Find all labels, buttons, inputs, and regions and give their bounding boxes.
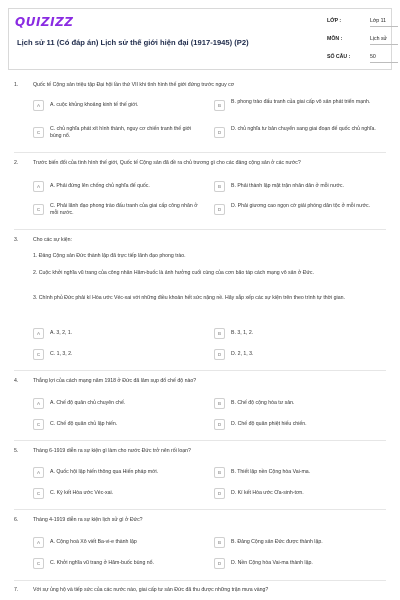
question-number: 7.: [14, 587, 19, 593]
question-divider: [14, 440, 386, 441]
option-letter: B: [214, 181, 225, 192]
q5-option-d[interactable]: [214, 487, 384, 501]
option-letter: A: [33, 181, 44, 192]
question-text: Tháng 6-1919 diễn ra sự kiện gì làm cho nước Đức trở nên rối loạn?: [33, 448, 191, 454]
option-letter: A: [33, 467, 44, 478]
q6-option-c[interactable]: [33, 557, 203, 571]
option-letter: D: [214, 349, 225, 360]
option-text: C. 1, 3, 2.: [50, 351, 73, 357]
option-text: B. phong trào đấu tranh của giai cấp vô sản phát triển mạnh.: [231, 99, 371, 105]
q4-option-b[interactable]: [214, 397, 384, 411]
document-header: [8, 8, 392, 70]
question-number: 5.: [14, 448, 19, 454]
q6-option-d[interactable]: [214, 557, 384, 571]
option-text: C. Chế độ quân chủ lập hiến.: [50, 421, 118, 427]
option-text: D. Kí kết Hòa ước Ơa-sinh-tơn.: [231, 490, 304, 496]
q5-option-b[interactable]: [214, 466, 384, 480]
q6-option-b[interactable]: [214, 536, 384, 550]
q2-option-d[interactable]: [214, 203, 384, 217]
question-text: Trước biến đổi của tình hình thế giới, Quốc tế Cộng sản đã đề ra chủ trương gì cho các đảng cộng sản ở các nước?: [33, 160, 301, 166]
quizizz-logo: QUIZIZZ: [15, 15, 74, 29]
meta-count-label: SỐ CÂU :: [327, 54, 351, 60]
option-letter: C: [33, 488, 44, 499]
question-divider: [14, 229, 386, 230]
q4-option-c[interactable]: [33, 418, 203, 432]
question-divider: [14, 152, 386, 153]
option-text: A. 3, 2, 1.: [50, 330, 73, 336]
option-text: C. Kỳ kết Hòa ước Véc-xai.: [50, 490, 114, 496]
option-text: B. 3, 1, 2.: [231, 330, 254, 336]
meta-subject-value: Lịch sử: [370, 36, 398, 45]
question-text: Thắng lợi của cách mạng năm 1918 ở Đức đã lâm sụp đổ chế độ nào?: [33, 378, 197, 384]
option-letter: D: [214, 558, 225, 569]
q1-option-b[interactable]: [214, 99, 384, 113]
question-divider: [14, 370, 386, 371]
option-letter: C: [33, 127, 44, 138]
q4-option-d[interactable]: [214, 418, 384, 432]
option-letter: A: [33, 398, 44, 409]
option-letter: D: [214, 204, 225, 215]
option-text: D. Chế độ quân phiệt hiếu chiến.: [231, 421, 307, 427]
q3-option-c[interactable]: [33, 348, 203, 362]
option-text: D. Nền Cộng hòa Vai-ma thành lập.: [231, 560, 313, 566]
option-letter: D: [214, 488, 225, 499]
q3-option-b[interactable]: [214, 327, 384, 341]
q3-option-a[interactable]: [33, 327, 203, 341]
option-letter: A: [33, 100, 44, 111]
question-number: 3.: [14, 237, 19, 243]
option-text: B. Phải thành lập mặt trận nhân dân ở mỗi nước.: [231, 183, 344, 189]
q4-option-a[interactable]: [33, 397, 203, 411]
option-letter: B: [214, 328, 225, 339]
q2-option-a[interactable]: [33, 180, 203, 194]
question-text: Tháng 4-1919 diễn ra sự kiện lịch sử gì ở Đức?: [33, 517, 143, 523]
option-text: C. Khởi nghĩa vũ trang ở Hăm-buốc bùng nổ.: [50, 560, 154, 566]
option-text: A. Cộng hoà Xô viết Ba-vi-e thành lập: [50, 539, 137, 545]
question-text: Quốc tế Cộng sản triệu tập Đại hội lần thứ VII khi tình hình thế giới đứng trước nguy cơ: [33, 82, 235, 88]
option-text: B. Đảng Cộng sản Đức được thành lập.: [231, 539, 323, 545]
meta-grade-label: LỚP :: [327, 18, 342, 24]
document-title: Lịch sử 11 (Có đáp án) Lịch sử thế giới hiện đại (1917-1945) (P2): [17, 38, 249, 47]
statement-2: 2. Cuộc khởi nghĩa vũ trang của công nhân Hăm-buốc là ảnh hưởng cuối cùng của cơn bão táp cách mạng vô sản ở Đức.: [33, 270, 314, 276]
meta-grade-value: Lớp 11: [370, 18, 398, 27]
option-text: A. Chế độ quân chủ chuyên chế.: [50, 400, 126, 406]
meta-subject-label: MÔN :: [327, 36, 343, 42]
meta-count-value: 50: [370, 54, 398, 63]
q6-option-a[interactable]: [33, 536, 203, 550]
option-letter: C: [33, 349, 44, 360]
option-text: D. Phải giương cao ngọn cờ giải phóng dân tộc ở mỗi nước.: [231, 203, 371, 209]
question-text: Cho các sự kiện:: [33, 237, 72, 243]
q5-option-c[interactable]: [33, 487, 203, 501]
q1-option-a[interactable]: [33, 99, 203, 113]
statement-1: 1. Đảng Cộng sản Đức thành lập đã trực tiếp lãnh đạo phong trào.: [33, 253, 186, 259]
question-number: 1.: [14, 82, 19, 88]
option-letter: B: [214, 100, 225, 111]
question-number: 2.: [14, 160, 19, 166]
option-text: C. Phải lãnh đạo phong trào đấu tranh của giai cấp công nhân ở mỗi nước.: [50, 203, 198, 216]
question-number: 4.: [14, 378, 19, 384]
option-letter: B: [214, 537, 225, 548]
option-letter: A: [33, 537, 44, 548]
option-letter: C: [33, 419, 44, 430]
option-letter: D: [214, 127, 225, 138]
option-letter: A: [33, 328, 44, 339]
option-text: D. 2, 1, 3.: [231, 351, 254, 357]
question-number: 6.: [14, 517, 19, 523]
q1-option-d[interactable]: [214, 126, 384, 140]
q5-option-a[interactable]: [33, 466, 203, 480]
q3-option-d[interactable]: [214, 348, 384, 362]
q2-option-c[interactable]: [33, 203, 203, 217]
option-letter: C: [33, 558, 44, 569]
option-text: A. Phải đứng lên chống chủ nghĩa đế quốc.: [50, 183, 150, 189]
option-text: A. Quốc hội lập hiến thông qua Hiến pháp mới.: [50, 469, 159, 475]
q1-option-c[interactable]: [33, 126, 203, 140]
option-letter: C: [33, 204, 44, 215]
option-letter: D: [214, 419, 225, 430]
option-text: B. Chế độ cộng hòa tư sản.: [231, 400, 295, 406]
option-text: B. Thiết lập nền Cộng hòa Vai-ma.: [231, 469, 311, 475]
question-divider: [14, 580, 386, 581]
option-text: C. chủ nghĩa phát xít hình thành, nguy cơ chiến tranh thế giới bùng nổ.: [50, 126, 192, 139]
option-text: A. cuộc khủng khoảng kinh tế thế giới.: [50, 102, 139, 108]
option-letter: B: [214, 467, 225, 478]
q2-option-b[interactable]: [214, 180, 384, 194]
option-text: D. chủ nghĩa tư bản chuyển sang giai đoạn đế quốc chủ nghĩa.: [231, 126, 376, 132]
statement-3: 3. Chính phủ Đức phải kí Hòa ước Véc-xai với những điều khoản hết sức nặng nề. Hãy sắp xếp các sự kiện trên theo trình tự thời gian.: [33, 295, 345, 301]
option-letter: B: [214, 398, 225, 409]
question-divider: [14, 509, 386, 510]
question-text: Với sự ủng hộ và tiếp sức của các nước nào, giai cấp tư sản Đức đã thu được những trận mưa vàng?: [33, 587, 269, 593]
